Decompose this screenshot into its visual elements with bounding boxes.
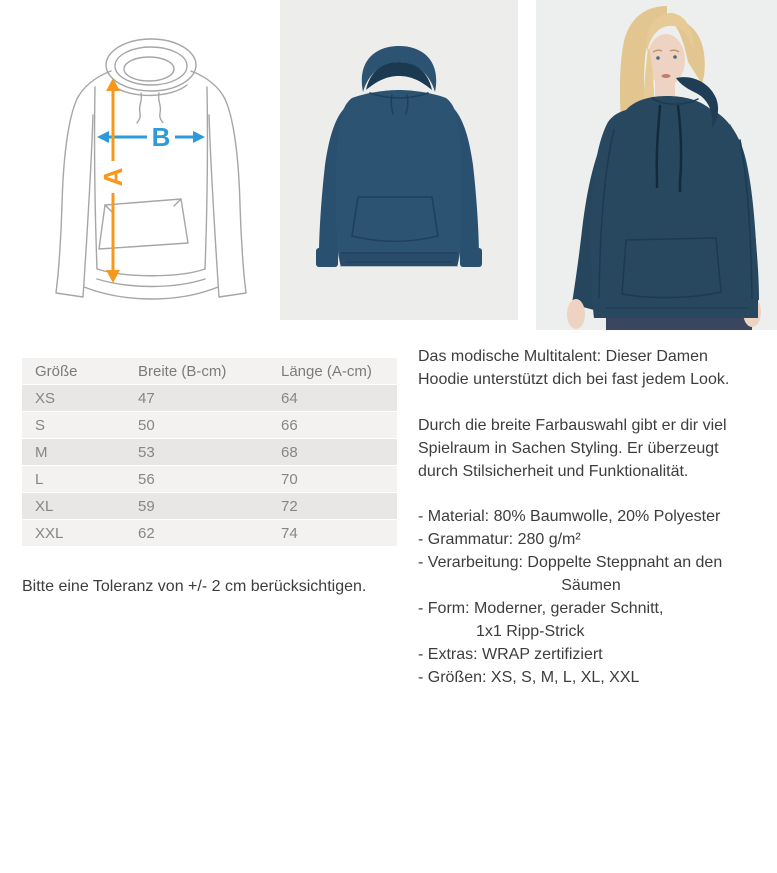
- width-cell: 62: [138, 524, 155, 542]
- model-hoodie-torso: [591, 96, 758, 318]
- model-graphic: [536, 0, 777, 330]
- tolerance-note: Bitte eine Toleranz von +/- 2 cm berücksichtigen.: [22, 578, 367, 595]
- description-bullet-form: - Form: Moderner, gerader Schnitt,: [418, 599, 664, 617]
- flat-hoodie-graphic: [280, 0, 518, 320]
- description-bullet-grammatur: - Grammatur: 280 g/m²: [418, 531, 581, 549]
- description-bullet-material: - Material: 80% Baumwolle, 20% Polyester: [418, 508, 721, 526]
- width-cell: 47: [138, 389, 155, 407]
- hoodie-outline-drawing: [55, 35, 260, 305]
- table-row-xl: [22, 493, 397, 519]
- product-photo-flat: [280, 0, 518, 320]
- width-cell: 53: [138, 443, 155, 461]
- arrow-a: [98, 78, 128, 283]
- size-cell: XXL: [35, 524, 64, 542]
- model-photo: [536, 0, 777, 330]
- description-line: Hoodie unterstützt dich bei fast jedem Look.: [418, 370, 730, 388]
- width-cell: 59: [138, 497, 155, 515]
- width-cell: 50: [138, 416, 155, 434]
- table-row-xs: [22, 385, 397, 411]
- size-cell: XL: [35, 497, 54, 515]
- description-line: Durch die breite Farbauswahl gibt er dir viel: [418, 416, 727, 434]
- table-row-xxl: [22, 520, 397, 546]
- size-column-header: Größe: [35, 362, 78, 380]
- length-cell: 68: [281, 443, 298, 461]
- width-cell: 56: [138, 470, 155, 488]
- hem-ribbing: [340, 254, 458, 267]
- arrow-b-label: B: [151, 122, 171, 152]
- length-cell: 70: [281, 470, 298, 488]
- description-bullet-verarbeitung: - Verarbeitung: Doppelte Steppnaht an den: [418, 554, 723, 572]
- table-row-m: [22, 439, 397, 465]
- paragraph-gap: [418, 483, 764, 506]
- description-bullet-continuation: 1x1 Ripp-Strick: [476, 622, 585, 640]
- description-bullet-continuation: Säumen: [561, 577, 621, 595]
- paragraph-gap: [418, 392, 764, 415]
- description-line: Das modische Multitalent: Dieser Damen: [418, 348, 708, 365]
- description-line: Spielraum in Sachen Styling. Er überzeugt: [418, 439, 719, 457]
- length-cell: 66: [281, 416, 298, 434]
- size-table-header-row: [22, 358, 397, 384]
- hoodie-outline: [56, 39, 246, 299]
- size-table: [22, 357, 397, 547]
- length-cell: 64: [281, 389, 298, 407]
- description-bullet-groessen: - Größen: XS, S, M, L, XL, XXL: [418, 668, 640, 686]
- length-column-header: Länge (A-cm): [281, 362, 372, 380]
- length-cell: 72: [281, 497, 298, 515]
- product-description: [418, 346, 764, 690]
- table-row-s: [22, 412, 397, 438]
- width-column-header: Breite (B-cm): [138, 362, 227, 380]
- description-line: durch Stilsicherheit und Funktionalität.: [418, 462, 689, 480]
- table-row-l: [22, 466, 397, 492]
- measurement-diagram: [55, 35, 260, 305]
- size-cell: M: [35, 443, 48, 461]
- size-cell: XS: [35, 389, 56, 407]
- size-cell: S: [35, 416, 46, 434]
- arrow-a-label: A: [98, 167, 128, 187]
- size-cell: L: [35, 470, 44, 488]
- description-bullet-extras: - Extras: WRAP zertifiziert: [418, 645, 603, 663]
- length-cell: 74: [281, 524, 298, 542]
